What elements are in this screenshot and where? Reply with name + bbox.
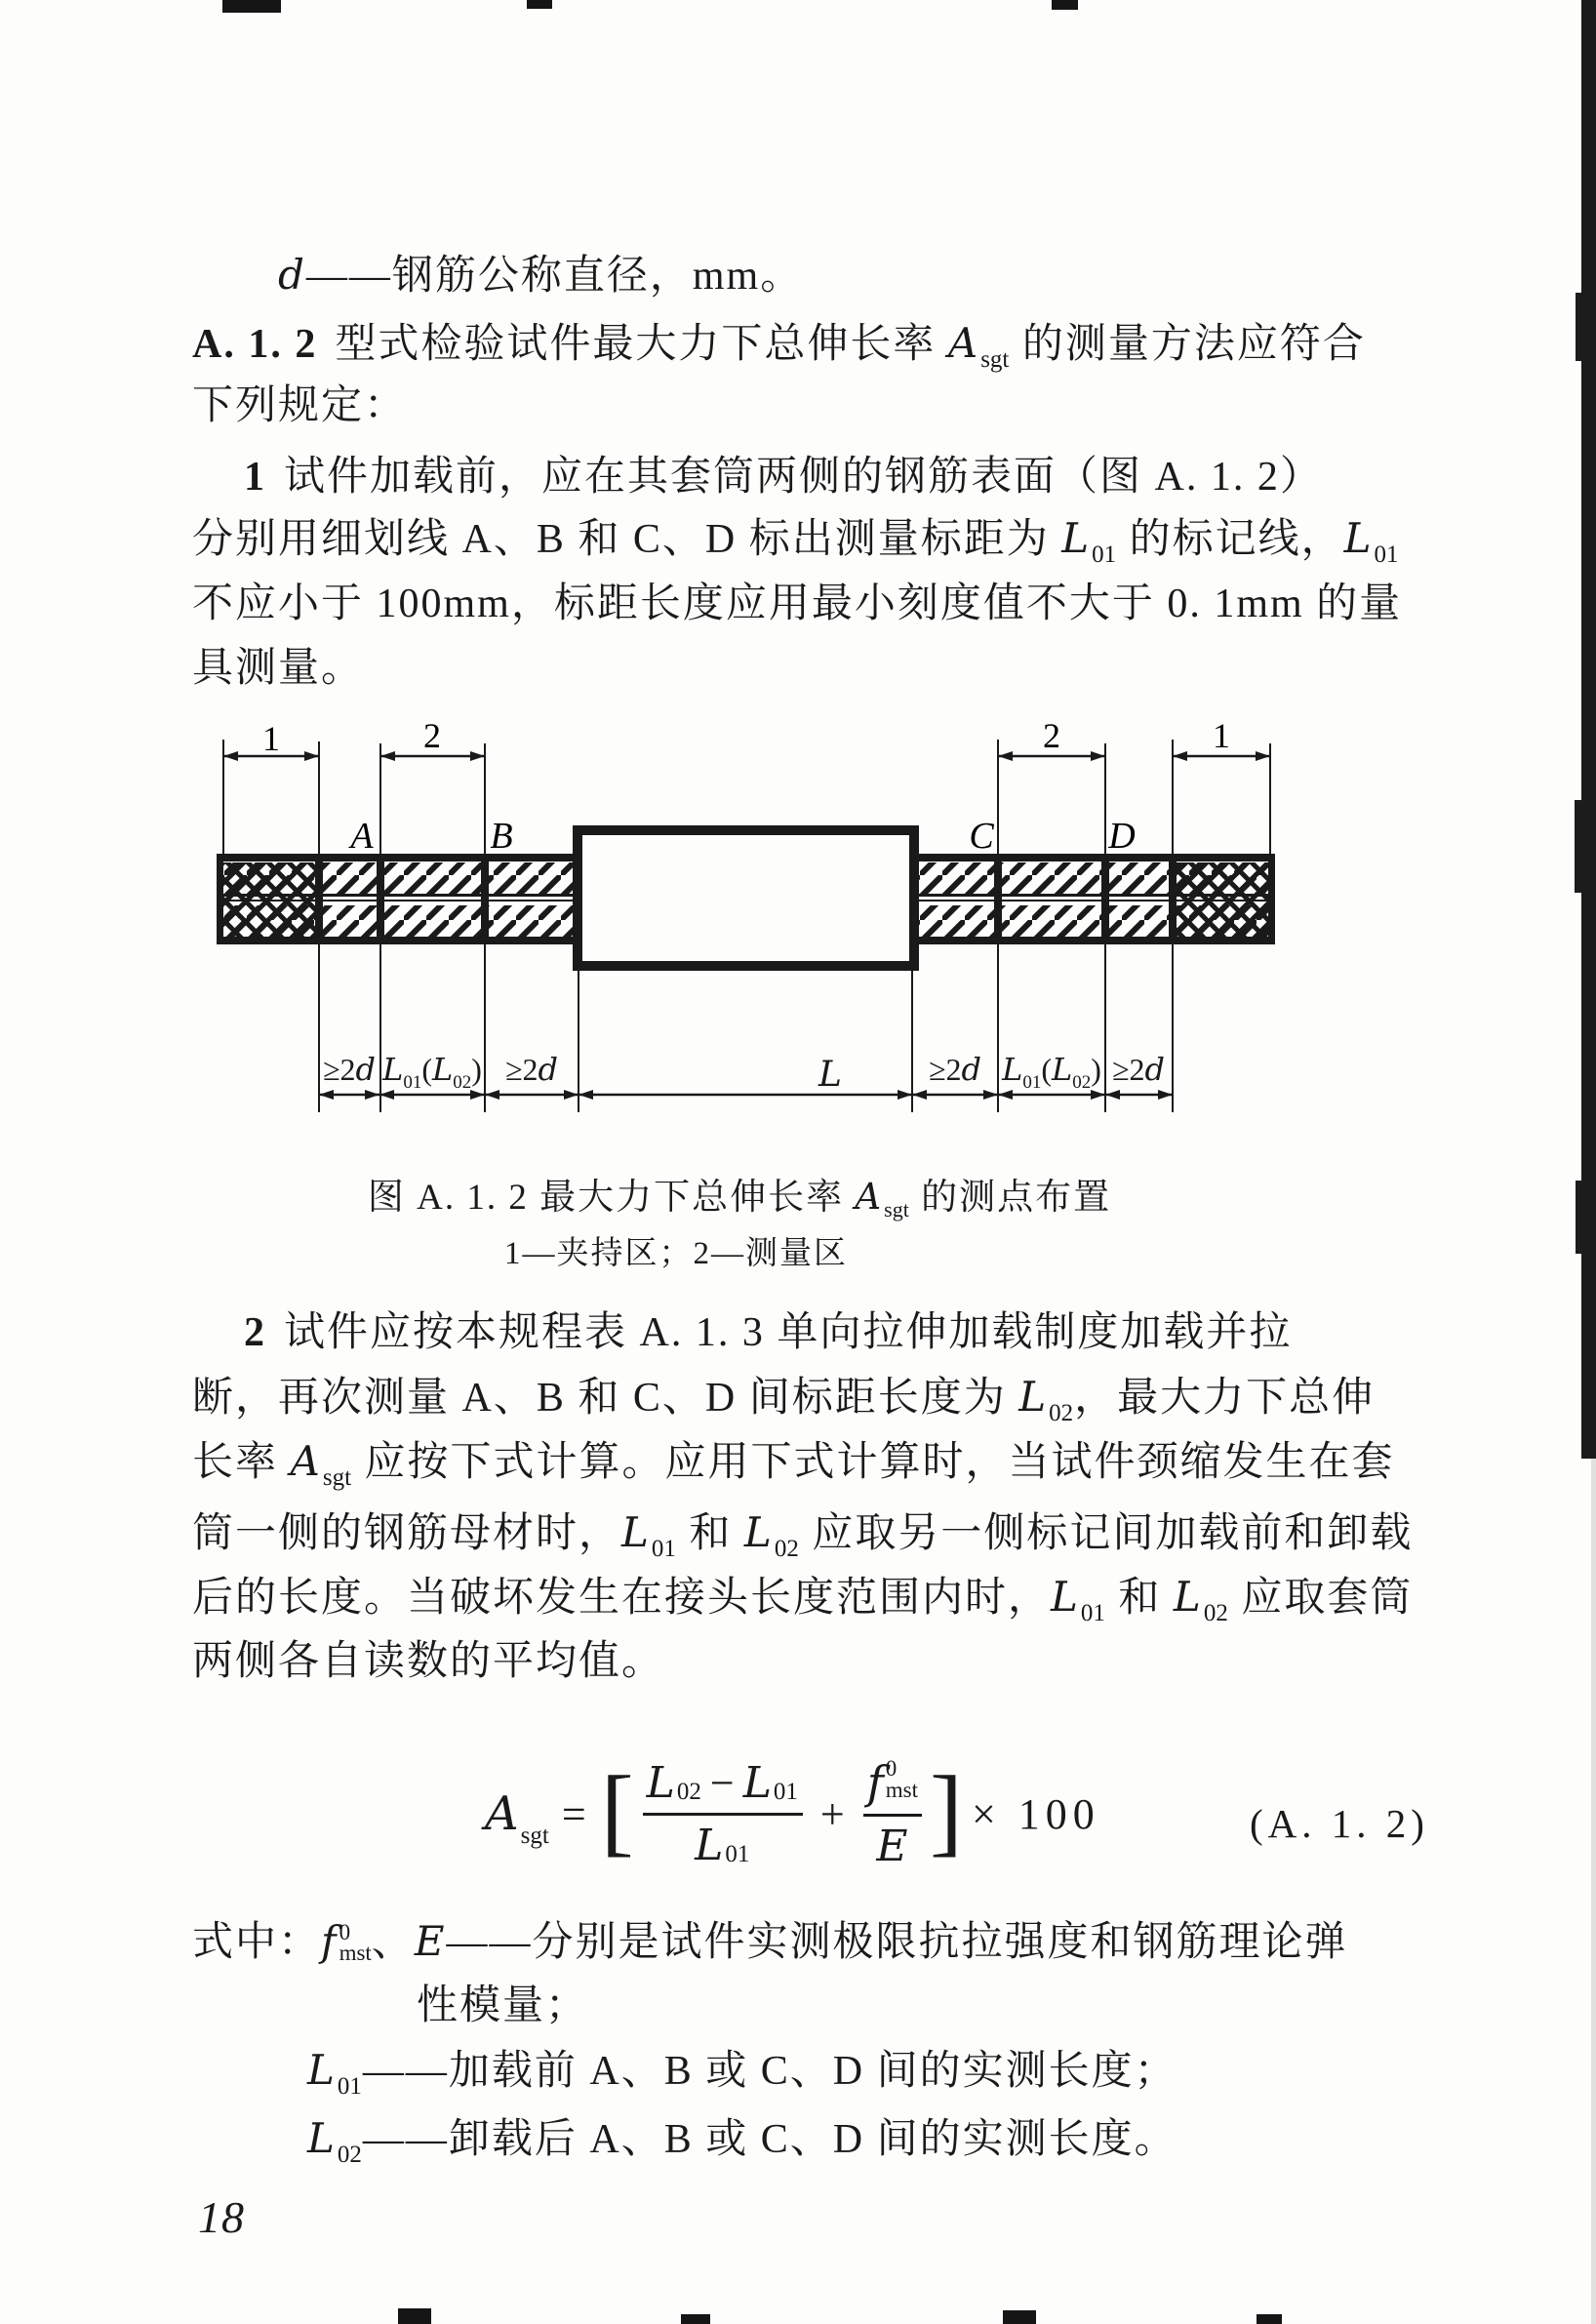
numerator: L 02 − L 01 [646,1757,798,1808]
clause-text-post: 的测量方法应符合 [1010,322,1366,367]
scan-mark [1257,2314,1282,2324]
symbol-d: d [278,251,306,299]
rebar-left-end [217,854,223,944]
scan-mark [1052,0,1078,10]
clause-number: A. 1. 2 [192,322,318,367]
item2-line4: 筒一侧的钢筋母材时，$L_{01}$ 和 $L_{02}$ 应取另一侧标记间加载前和卸载 [192,1508,1414,1562]
item1-text1: 试件加载前，应在其套筒两侧的钢筋表面（图 A. 1. 2） [284,455,1323,500]
scan-mark [398,2308,431,2324]
denominator: L 01 [695,1820,750,1870]
scan-mark [1003,2310,1036,2324]
mark-letter-A: A [350,816,374,857]
mark-letter-C: C [969,816,994,857]
scan-edge-bump [1576,1181,1583,1254]
mark-letter-D: D [1108,816,1136,857]
item-number: 1 [244,455,266,500]
item2-text1: 试件应按本规程表 A. 1. 3 单向拉伸加载制度加载并拉 [284,1310,1293,1355]
zone-label-grip-right: 1 [1213,716,1230,755]
scan-edge-bump [1576,293,1583,361]
denominator: E [876,1822,909,1871]
fraction-length [643,1758,803,1870]
zone-label-grip-left: 1 [262,719,280,758]
symbol-fmst0: f 0 mst [321,1917,372,1966]
numerator: f 0 mst [866,1756,919,1809]
symbol-L01: $L_{01}$ [621,1508,676,1562]
symbol-Asgt: $A_{sgt}$ [485,1786,549,1849]
where-line1: 式中：f 0 mst 、E——分别是试件实测极限抗拉强度和钢筋理论弹 [192,1917,1348,1966]
symbol-Asgt: $A_{sgt}$ [855,1176,909,1222]
dim-label-ge2d: ≥2d [1111,1051,1166,1088]
definition-text: ——钢筋公称直径，mm。 [305,254,804,299]
item1-line4: 具测量。 [192,646,365,691]
clause-a12-continuation: 下列规定： [192,383,408,428]
item1-line3: 不应小于 100mm，标距长度应用最小刻度值不大于 0. 1mm 的量 [192,581,1403,626]
item1-text2b: 的标记线， [1117,517,1344,562]
equation-number: (A. 1. 2) [1250,1801,1429,1846]
dim-label-L01-L02: $L_{01}(L_{02})$ [382,1051,482,1093]
dim-label-ge2d: ≥2d [322,1051,377,1088]
mark-letter-B: B [490,816,513,857]
scan-edge-band [1581,0,1596,1459]
dim-label-ge2d: ≥2d [504,1051,559,1088]
equals-sign: = [561,1789,587,1838]
scan-edge-faint [1591,1459,1596,2324]
clause-a12-line [192,319,1366,373]
where-line3: $L_{01}——$加载前 A、B 或 C、D 间的实测长度； [307,2046,1177,2100]
scan-mark [222,0,281,13]
fraction-bar [643,1813,803,1816]
symbol-L01: $L_{01}$ [307,2046,362,2100]
symbol-L02: $L_{02}$ [1173,1573,1228,1626]
dim-label-L01-L02: $L_{01}(L_{02})$ [1002,1051,1101,1093]
figure-caption: 图 A. 1. 2 最大力下总伸长率 $A_{sgt}$ 的测点布置 [367,1176,1112,1222]
symbol-Asgt: $A_{sgt}$ [947,319,1010,373]
zone-label-measure-right: 2 [1043,716,1060,755]
clause-text-pre: 型式检验试件最大力下总伸长率 [335,322,948,367]
symbol-L02: $L_{02}$ [307,2114,362,2168]
item2-line3: 长率 $A_{sgt}$ 应按下式计算。应用下式计算时，当试件颈缩发生在套 [192,1437,1395,1491]
item2-line2: 断，再次测量 A、B 和 C、D 间标距长度为 $L_{02}$，最大力下总伸 [192,1373,1376,1426]
rebar-right-end [1268,854,1275,944]
where-line2: 性模量； [417,1983,589,2028]
item1-line2 [192,514,1400,568]
fraction-strength [863,1756,922,1871]
symbol-Asgt: $A_{sgt}$ [290,1437,352,1491]
formula-asgt: $A_{sgt}$ = [ L 02 − L 01 L 01 + f 0 mst E ] × 100 [485,1756,1100,1871]
symbol-L01: $L_{01}$ [1051,1573,1105,1626]
scan-mark [527,0,552,9]
item2-line6: 两侧各自读数的平均值。 [192,1639,665,1684]
symbol-fmst0: 0 mst [885,1756,919,1802]
symbol-L01: $L_{01}$ [1061,514,1117,568]
dim-label-ge2d: ≥2d [928,1051,982,1088]
item1-text2a: 分别用细划线 A、B 和 C、D 标出测量标距为 [192,517,1062,562]
symbol-L02: $L_{02}$ [743,1508,799,1562]
coupler-sleeve [578,830,914,966]
symbol-L02: $L_{02}$ [1018,1373,1074,1426]
definition-line-d [278,252,803,300]
page-number: 18 [198,2192,245,2242]
scan-mark [681,2314,710,2324]
figure-legend: 1—夹持区；2—测量区 [504,1236,848,1271]
item2-line5: 后的长度。当破坏发生在接头长度范围内时，$L_{01}$ 和 $L_{02}$ 应取套筒 [192,1573,1414,1626]
symbol-L01: $L_{01}$ [1343,514,1399,568]
times-100: × 100 [971,1789,1100,1838]
plus-sign: + [819,1789,846,1838]
minus-sign: − [709,1758,736,1807]
item-number: 2 [244,1310,266,1355]
scan-edge-bump [1575,800,1584,893]
zone-label-measure-left: 2 [423,716,441,755]
dim-label-L: L [818,1055,842,1095]
item1-line1 [244,454,1323,501]
fraction-bar [863,1814,922,1817]
where-line4: $L_{02}——$卸载后 A、B 或 C、D 间的实测长度。 [307,2114,1177,2168]
item2-line1 [244,1309,1292,1356]
symbol-E: E [414,1917,447,1965]
